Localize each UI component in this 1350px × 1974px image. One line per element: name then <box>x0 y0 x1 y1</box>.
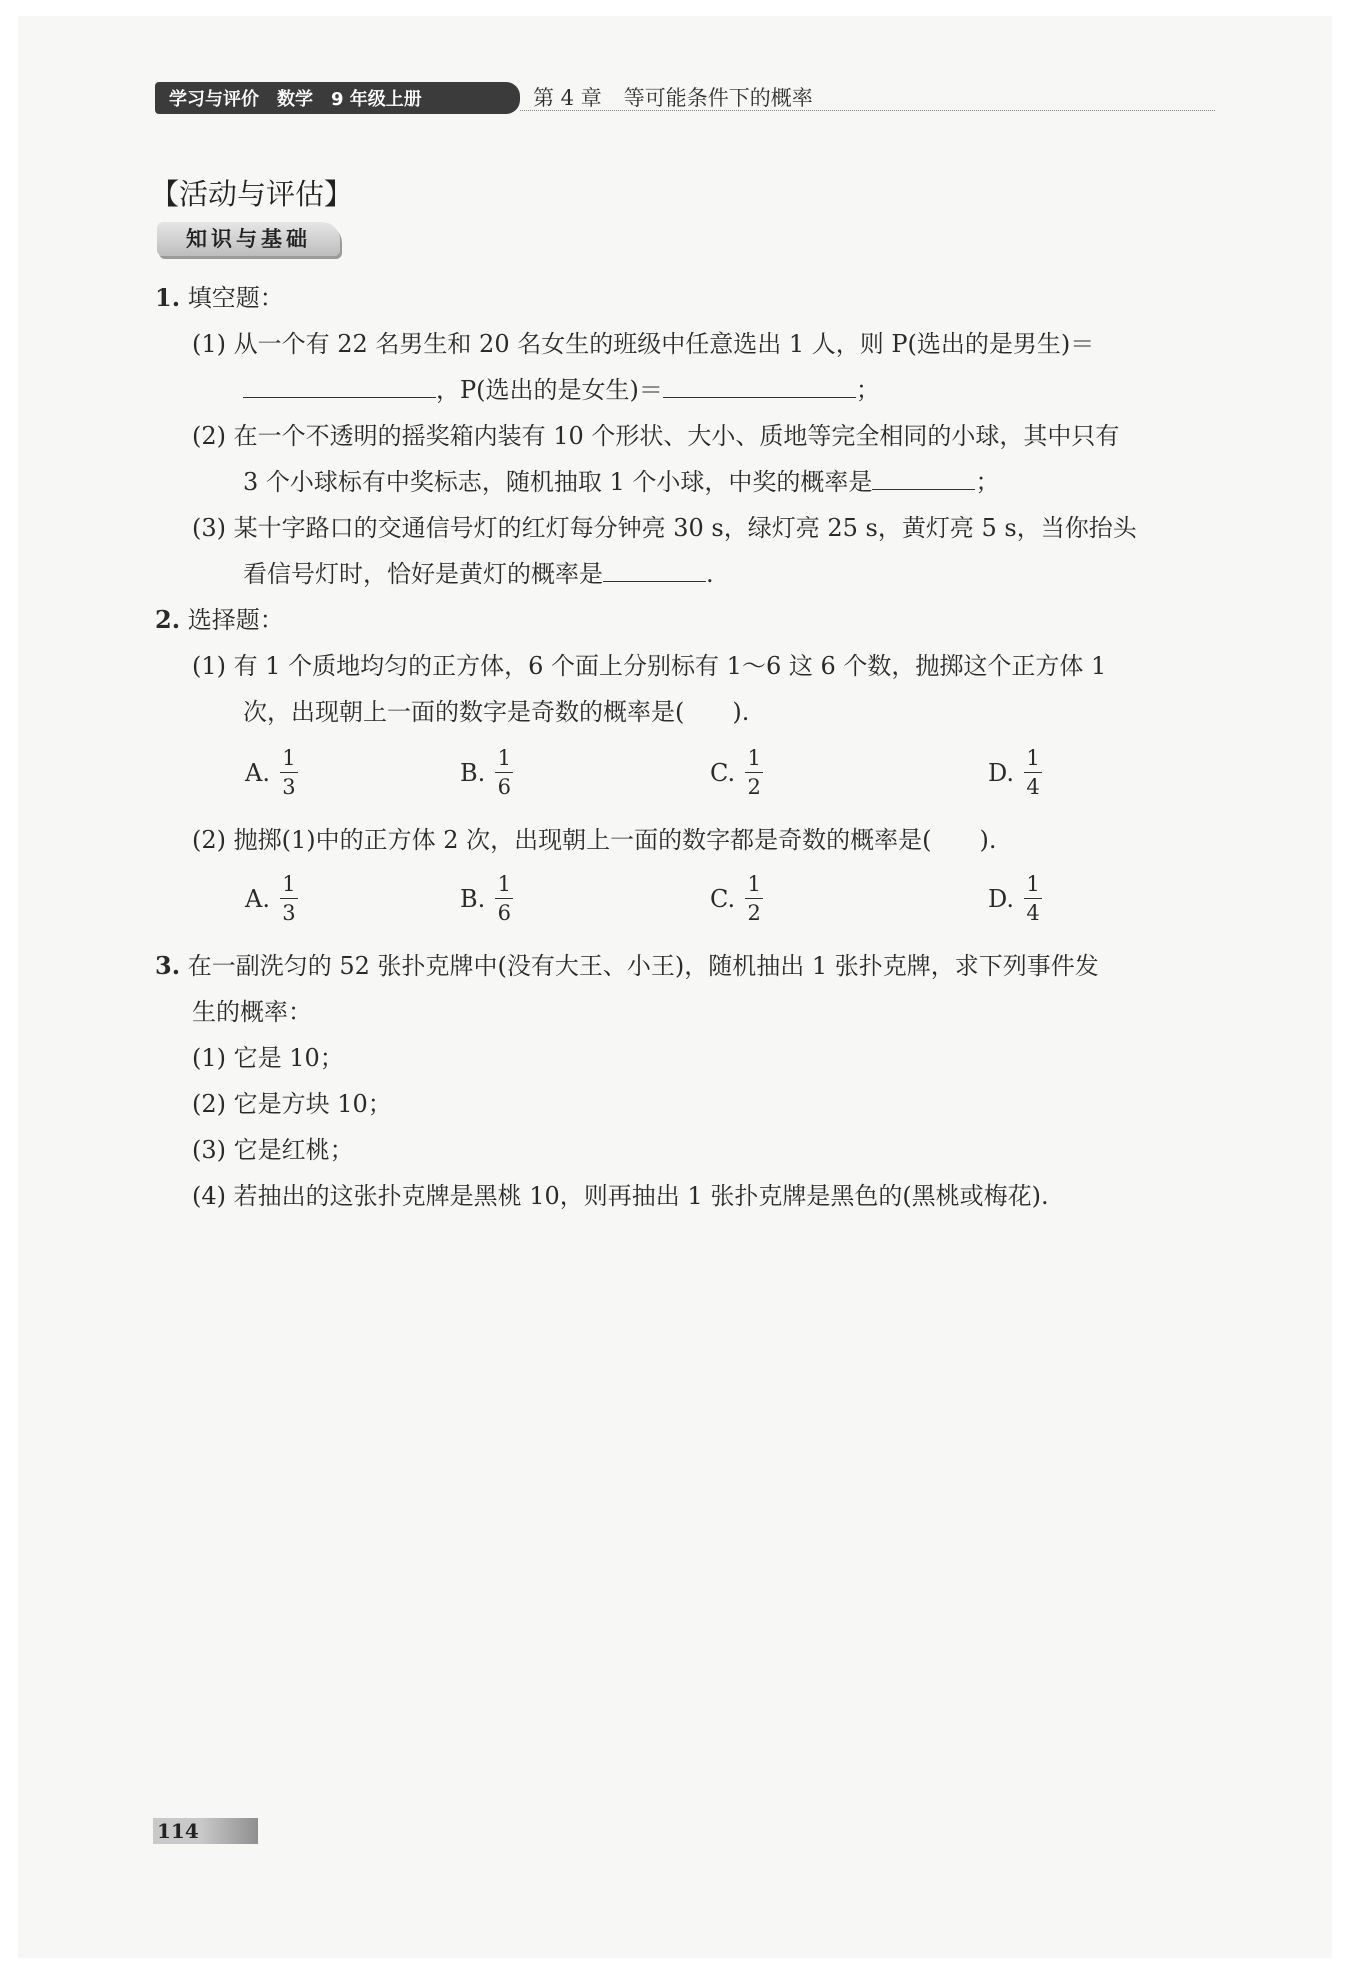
q3-stem-line2: 生的概率： <box>192 998 312 1026</box>
q3-part1: (1) 它是 10； <box>192 1044 344 1072</box>
q1-part2-line1: (2) 在一个不透明的摇奖箱内装有 10 个形状、大小、质地等完全相同的小球，其中只有 <box>192 422 1120 450</box>
answer-blank[interactable] <box>872 467 975 490</box>
q2-part1-line2: 次，出现朝上一面的数字是奇数的概率是( ). <box>243 698 750 726</box>
q2-part2-option-d[interactable] <box>988 872 1042 925</box>
fraction <box>280 872 298 925</box>
q2-number: 2. <box>155 605 181 634</box>
denominator: 4 <box>1026 901 1040 925</box>
fraction <box>1024 872 1042 925</box>
option-label: A. <box>245 884 270 913</box>
q1-part1-end: ； <box>855 376 880 404</box>
q1-stem <box>155 282 284 314</box>
chapter-number: 第 4 章 <box>533 86 602 110</box>
subsection-badge: 知识与基础 <box>157 222 340 256</box>
header-divider <box>520 110 1215 111</box>
q3-part4: (4) 若抽出的这张扑克牌是黑桃 10，则再抽出 1 张扑克牌是黑色的(黑桃或梅花). <box>192 1182 1049 1210</box>
denominator: 2 <box>747 901 761 925</box>
grade-name: 9 年级上册 <box>331 89 422 110</box>
q3-stem-line1 <box>155 950 1099 982</box>
answer-blank[interactable] <box>243 375 436 398</box>
q3-part2: (2) 它是方块 10； <box>192 1090 392 1118</box>
q2-part2-option-a[interactable] <box>245 872 298 925</box>
q1-number: 1. <box>155 283 181 312</box>
fraction <box>745 746 763 799</box>
denominator: 6 <box>497 775 511 799</box>
q1-part1-line2 <box>243 374 880 406</box>
q2-part1-option-d[interactable] <box>988 746 1042 799</box>
denominator: 3 <box>282 775 296 799</box>
q1-part3-text: 看信号灯时，恰好是黄灯的概率是 <box>243 560 603 588</box>
fraction <box>1024 746 1042 799</box>
numerator: 1 <box>497 746 511 770</box>
book-banner <box>155 82 520 114</box>
numerator: 1 <box>282 872 296 896</box>
fraction <box>745 872 763 925</box>
q2-part2-option-c[interactable] <box>710 872 763 925</box>
option-label: B. <box>460 884 486 913</box>
q2-part1-option-b[interactable] <box>460 746 513 799</box>
q3-part3: (3) 它是红桃； <box>192 1136 354 1164</box>
book-name: 学习与评价 <box>169 89 259 110</box>
denominator: 3 <box>282 901 296 925</box>
q2-stem-text: 选择题： <box>187 606 284 634</box>
fraction <box>280 746 298 799</box>
option-label: D. <box>988 758 1015 787</box>
fraction <box>495 746 513 799</box>
fraction <box>495 872 513 925</box>
numerator: 1 <box>282 746 296 770</box>
section-title: 【活动与评估】 <box>150 177 354 211</box>
q3-stem-text: 在一副洗匀的 52 张扑克牌中(没有大王、小王)，随机抽出 1 张扑克牌，求下列事件发 <box>187 952 1099 980</box>
answer-blank[interactable] <box>663 375 856 398</box>
option-label: D. <box>988 884 1015 913</box>
q1-part3-line1: (3) 某十字路口的交通信号灯的红灯每分钟亮 30 s，绿灯亮 25 s，黄灯亮 5 s，当你抬头 <box>192 514 1137 542</box>
numerator: 1 <box>1026 746 1040 770</box>
q1-part3-line2 <box>243 558 714 590</box>
option-label: B. <box>460 758 486 787</box>
option-label: C. <box>710 758 736 787</box>
chapter-title: 等可能条件下的概率 <box>623 86 813 110</box>
q1-part2-end: ； <box>975 468 1000 496</box>
option-label: C. <box>710 884 736 913</box>
numerator: 1 <box>747 746 761 770</box>
numerator: 1 <box>497 872 511 896</box>
answer-blank[interactable] <box>603 559 706 582</box>
numerator: 1 <box>1026 872 1040 896</box>
denominator: 6 <box>497 901 511 925</box>
q2-part1-option-a[interactable] <box>245 746 298 799</box>
q1-stem-text: 填空题： <box>187 284 284 312</box>
q2-part2-line1: (2) 抛掷(1)中的正方体 2 次，出现朝上一面的数字都是奇数的概率是( ). <box>192 826 997 854</box>
denominator: 2 <box>747 775 761 799</box>
option-label: A. <box>245 758 270 787</box>
subject-name: 数学 <box>277 89 313 110</box>
q2-part1-line1: (1) 有 1 个质地均匀的正方体，6 个面上分别标有 1～6 这 6 个数，抛掷这个正方体 1 <box>192 652 1107 680</box>
q1-part1-mid-text: ，P(选出的是女生)＝ <box>436 376 663 404</box>
q1-part3-end: . <box>706 560 714 588</box>
q1-part2-line2 <box>243 466 999 498</box>
q2-part2-option-b[interactable] <box>460 872 513 925</box>
q1-part2-text: 3 个小球标有中奖标志，随机抽取 1 个小球，中奖的概率是 <box>243 468 873 496</box>
q1-part1-line1: (1) 从一个有 22 名男生和 20 名女生的班级中任意选出 1 人，则 P(选出的是男生)＝ <box>192 330 1095 358</box>
q2-stem <box>155 604 284 636</box>
q2-part1-option-c[interactable] <box>710 746 763 799</box>
numerator: 1 <box>747 872 761 896</box>
denominator: 4 <box>1026 775 1040 799</box>
q3-number: 3. <box>155 951 181 980</box>
page-number: 114 <box>153 1818 258 1844</box>
